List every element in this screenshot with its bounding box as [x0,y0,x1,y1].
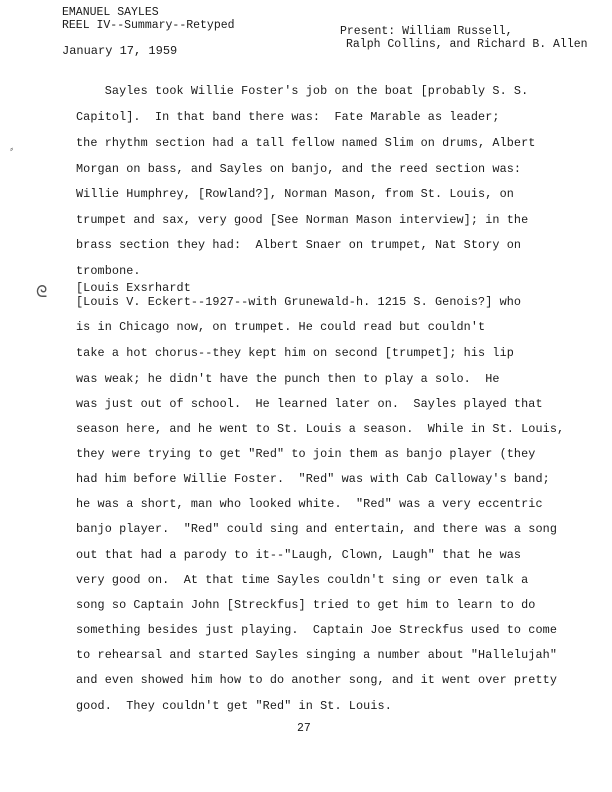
body-line-annotation: [Louis Exsrhardt [76,281,191,295]
body-line: song so Captain John [Streckfus] tried to get him to learn to do [76,598,536,612]
body-line: was weak; he didn't have the punch then to play a solo. He [76,372,500,386]
body-line: brass section they had: Albert Snaer on trumpet, Nat Story on [76,238,522,252]
body-line: Willie Humphrey, [Rowland?], Norman Mason, from St. Louis, on [76,187,514,201]
body-line: trumpet and sax, very good [See Norman Mason interview]; in the [76,213,529,227]
interviewee-name: EMANUEL SAYLES [62,6,159,19]
body-line: and even showed him how to do another song, and it went over pretty [76,673,558,687]
interview-date: January 17, 1959 [62,44,178,58]
body-line: is in Chicago now, on trumpet. He could read but couldn't [76,320,486,334]
present-line-1: Present: William Russell, [340,25,513,38]
body-line: the rhythm section had a tall fellow named Slim on drums, Albert [76,136,536,150]
body-line: take a hot chorus--they kept him on second [trumpet]; his lip [76,346,514,360]
body-line: Sayles took Willie Foster's job on the boat [probably S. S. [76,84,529,98]
body-line: he was a short, man who looked white. "Red" was a very eccentric [76,497,543,511]
body-line: Capitol]. In that band there was: Fate Marable as leader; [76,110,500,124]
present-line-2: Ralph Collins, and Richard B. Allen [346,38,588,51]
body-line: had him before Willie Foster. "Red" was with Cab Calloway's band; [76,472,550,486]
margin-handwritten-mark: ᘓ [36,282,48,301]
body-line: good. They couldn't get "Red" in St. Louis. [76,699,392,713]
body-line: season here, and he went to St. Louis a season. While in St. Louis, [76,422,565,436]
body-line: out that had a parody to it--"Laugh, Clown, Laugh" that he was [76,548,522,562]
body-line: they were trying to get "Red" to join them as banjo player (they [76,447,536,461]
reel-label: REEL IV--Summary--Retyped [62,19,235,32]
body-line: Morgan on bass, and Sayles on banjo, and the reed section was: [76,162,522,176]
body-line: was just out of school. He learned later on. Sayles played that [76,397,543,411]
body-line: something besides just playing. Captain Joe Streckfus used to come [76,623,558,637]
body-line: to rehearsal and started Sayles singing a number about "Hallelujah" [76,648,558,662]
page-number: 27 [297,722,311,735]
body-line: [Louis V. Eckert--1927--with Grunewald-h. 1215 S. Genois?] who [76,295,522,309]
body-line: trombone. [76,264,141,278]
margin-tick-mark: ⸗ [10,144,14,155]
body-line: banjo player. "Red" could sing and entertain, and there was a song [76,522,558,536]
body-line: very good on. At that time Sayles couldn't sing or even talk a [76,573,529,587]
